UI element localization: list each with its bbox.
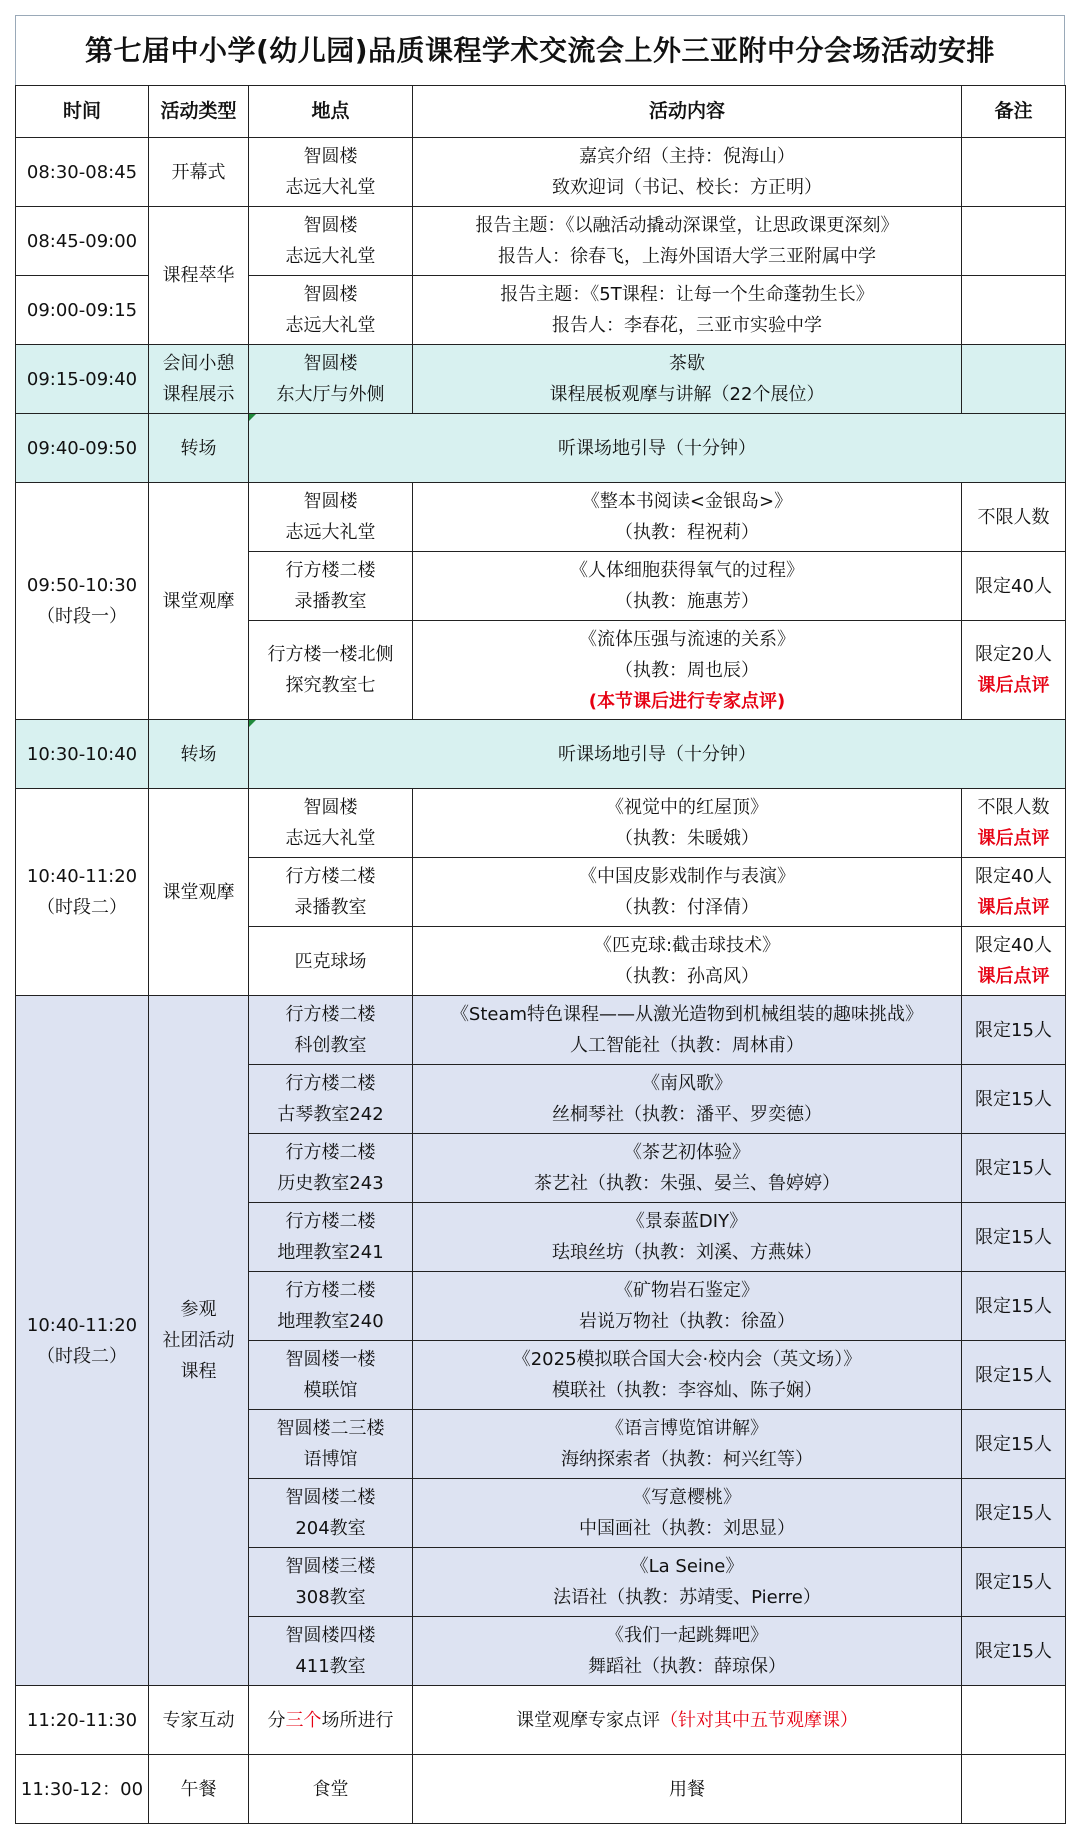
- place-cell: 行方楼二楼 地理教室240: [249, 1272, 413, 1341]
- content-cell: 《匹克球:截击球技术》 （执教：孙高风）: [413, 927, 962, 996]
- note-cell: [962, 207, 1066, 276]
- content-cell: 用餐: [413, 1755, 962, 1824]
- content-cell: 《茶艺初体验》 茶艺社（执教：朱强、晏兰、鲁婷婷）: [413, 1134, 962, 1203]
- header-content: 活动内容: [413, 86, 962, 138]
- type-cell: 午餐: [149, 1755, 249, 1824]
- place-cell: 智圆楼 志远大礼堂: [249, 138, 413, 207]
- time-cell: 10:40-11:20 （时段二）: [16, 996, 149, 1686]
- place-cell: 智圆楼 志远大礼堂: [249, 483, 413, 552]
- table-row: [16, 345, 1066, 414]
- page-title: 第七届中小学(幼儿园)品质课程学术交流会上外三亚附中分会场活动安排: [15, 15, 1065, 85]
- content-cell: 《流体压强与流速的关系》 （执教：周也辰） (本节课后进行专家点评): [413, 621, 962, 720]
- note-cell: 限定15人: [962, 1341, 1066, 1410]
- time-cell: 09:00-09:15: [16, 276, 149, 345]
- type-cell: 转场: [149, 720, 249, 789]
- venue-count: 三个: [285, 1709, 322, 1731]
- place-cell: 智圆楼 志远大礼堂: [249, 207, 413, 276]
- time-cell: 11:30-12：00: [16, 1755, 149, 1824]
- content-cell: 报告主题：《以融活动撬动深课堂，让思政课更深刻》 报告人：徐春飞，上海外国语大学三亚附属中学: [413, 207, 962, 276]
- header-note: 备注: [962, 86, 1066, 138]
- place-cell: 智圆楼二三楼 语博馆: [249, 1410, 413, 1479]
- type-cell: 课程萃华: [149, 207, 249, 345]
- review-badge: 课后点评: [977, 897, 1050, 918]
- place-cell: 智圆楼三楼 308教室: [249, 1548, 413, 1617]
- review-badge: 课后点评: [977, 966, 1050, 987]
- place-cell: 行方楼一楼北侧 探究教室七: [249, 621, 413, 720]
- place-cell: 智圆楼 志远大礼堂: [249, 789, 413, 858]
- note-cell: 限定40人 课后点评: [962, 858, 1066, 927]
- type-cell: 转场: [149, 414, 249, 483]
- note-cell: 限定15人: [962, 1065, 1066, 1134]
- content-cell: 《语言博览馆讲解》 海纳探索者（执教：柯兴红等）: [413, 1410, 962, 1479]
- place-cell: 智圆楼 志远大礼堂: [249, 276, 413, 345]
- schedule-document: [15, 15, 1065, 1824]
- note-cell: 限定40人 课后点评: [962, 927, 1066, 996]
- header-time: 时间: [16, 86, 149, 138]
- note-cell: 限定15人: [962, 1203, 1066, 1272]
- header-row: [16, 86, 1066, 138]
- type-cell: 专家互动: [149, 1686, 249, 1755]
- header-place: 地点: [249, 86, 413, 138]
- table-row: [16, 414, 1066, 483]
- place-cell: 智圆楼四楼 411教室: [249, 1617, 413, 1686]
- note-cell: 限定15人: [962, 1617, 1066, 1686]
- content-cell: 听课场地引导（十分钟）: [249, 414, 1066, 483]
- time-cell: 10:40-11:20 （时段二）: [16, 789, 149, 996]
- content-cell: 《我们一起跳舞吧》 舞蹈社（执教：薛琼保）: [413, 1617, 962, 1686]
- note-cell: 限定15人: [962, 1272, 1066, 1341]
- table-row: [16, 138, 1066, 207]
- expert-scope-note: （针对其中五节观摩课）: [660, 1709, 858, 1731]
- review-badge: 课后点评: [977, 828, 1050, 849]
- note-cell: 限定15人: [962, 1410, 1066, 1479]
- note-cell: 限定15人: [962, 996, 1066, 1065]
- note-cell: [962, 276, 1066, 345]
- note-cell: [962, 138, 1066, 207]
- content-cell: 课堂观摩专家点评（针对其中五节观摩课）: [413, 1686, 962, 1755]
- place-cell: 行方楼二楼 科创教室: [249, 996, 413, 1065]
- table-row: [16, 483, 1066, 552]
- content-cell: 《人体细胞获得氧气的过程》 （执教：施惠芳）: [413, 552, 962, 621]
- note-cell: 不限人数: [962, 483, 1066, 552]
- content-cell: 嘉宾介绍（主持：倪海山） 致欢迎词（书记、校长：方正明）: [413, 138, 962, 207]
- content-cell: 《南风歌》 丝桐琴社（执教：潘平、罗奕德）: [413, 1065, 962, 1134]
- content-cell: 报告主题：《5T课程：让每一个生命蓬勃生长》 报告人：李春花，三亚市实验中学: [413, 276, 962, 345]
- place-cell: 行方楼二楼 地理教室241: [249, 1203, 413, 1272]
- type-cell: 开幕式: [149, 138, 249, 207]
- content-cell: 《矿物岩石鉴定》 岩说万物社（执教：徐盈）: [413, 1272, 962, 1341]
- content-cell: 《整本书阅读<金银岛>》 （执教：程祝莉）: [413, 483, 962, 552]
- place-cell: 智圆楼一楼 模联馆: [249, 1341, 413, 1410]
- review-badge: 课后点评: [977, 675, 1050, 696]
- note-cell: 限定20人 课后点评: [962, 621, 1066, 720]
- table-row: [16, 1755, 1066, 1824]
- time-cell: 08:30-08:45: [16, 138, 149, 207]
- note-cell: [962, 345, 1066, 414]
- content-cell: 《景泰蓝DIY》 珐琅丝坊（执教：刘溪、方燕妹）: [413, 1203, 962, 1272]
- place-cell: 行方楼二楼 古琴教室242: [249, 1065, 413, 1134]
- note-cell: 不限人数 课后点评: [962, 789, 1066, 858]
- table-row: [16, 996, 1066, 1065]
- content-cell: 《2025模拟联合国大会·校内会（英文场）》 模联社（执教：李容灿、陈子娴）: [413, 1341, 962, 1410]
- type-cell: 课堂观摩: [149, 789, 249, 996]
- type-cell: 参观 社团活动 课程: [149, 996, 249, 1686]
- content-cell: 《中国皮影戏制作与表演》 （执教：付泽倩）: [413, 858, 962, 927]
- place-cell: 行方楼二楼 历史教室243: [249, 1134, 413, 1203]
- note-cell: 限定40人: [962, 552, 1066, 621]
- time-cell: 08:45-09:00: [16, 207, 149, 276]
- time-cell: 09:40-09:50: [16, 414, 149, 483]
- type-cell: 会间小憩 课程展示: [149, 345, 249, 414]
- note-cell: [962, 1686, 1066, 1755]
- expert-review-note: (本节课后进行专家点评): [588, 690, 786, 712]
- time-cell: 09:15-09:40: [16, 345, 149, 414]
- type-cell: 课堂观摩: [149, 483, 249, 720]
- content-cell: 茶歇 课程展板观摩与讲解（22个展位）: [413, 345, 962, 414]
- content-cell: 《写意樱桃》 中国画社（执教：刘思显）: [413, 1479, 962, 1548]
- content-cell: 《La Seine》 法语社（执教：苏靖雯、Pierre）: [413, 1548, 962, 1617]
- place-cell: 智圆楼二楼 204教室: [249, 1479, 413, 1548]
- note-cell: 限定15人: [962, 1479, 1066, 1548]
- note-cell: 限定15人: [962, 1134, 1066, 1203]
- schedule-table: [15, 85, 1066, 1824]
- content-cell: 《视觉中的红屋顶》 （执教：朱暖娥）: [413, 789, 962, 858]
- content-cell: 听课场地引导（十分钟）: [249, 720, 1066, 789]
- table-row: [16, 207, 1066, 276]
- table-row: [16, 789, 1066, 858]
- place-cell: 分三个场所进行: [249, 1686, 413, 1755]
- header-type: 活动类型: [149, 86, 249, 138]
- note-cell: 限定15人: [962, 1548, 1066, 1617]
- time-cell: 09:50-10:30 （时段一）: [16, 483, 149, 720]
- table-row: [16, 720, 1066, 789]
- place-cell: 智圆楼 东大厅与外侧: [249, 345, 413, 414]
- time-cell: 10:30-10:40: [16, 720, 149, 789]
- place-cell: 行方楼二楼 录播教室: [249, 552, 413, 621]
- place-cell: 行方楼二楼 录播教室: [249, 858, 413, 927]
- place-cell: 匹克球场: [249, 927, 413, 996]
- content-cell: 《Steam特色课程——从激光造物到机械组装的趣味挑战》 人工智能社（执教：周林甫）: [413, 996, 962, 1065]
- note-cell: [962, 1755, 1066, 1824]
- table-row: [16, 1686, 1066, 1755]
- place-cell: 食堂: [249, 1755, 413, 1824]
- time-cell: 11:20-11:30: [16, 1686, 149, 1755]
